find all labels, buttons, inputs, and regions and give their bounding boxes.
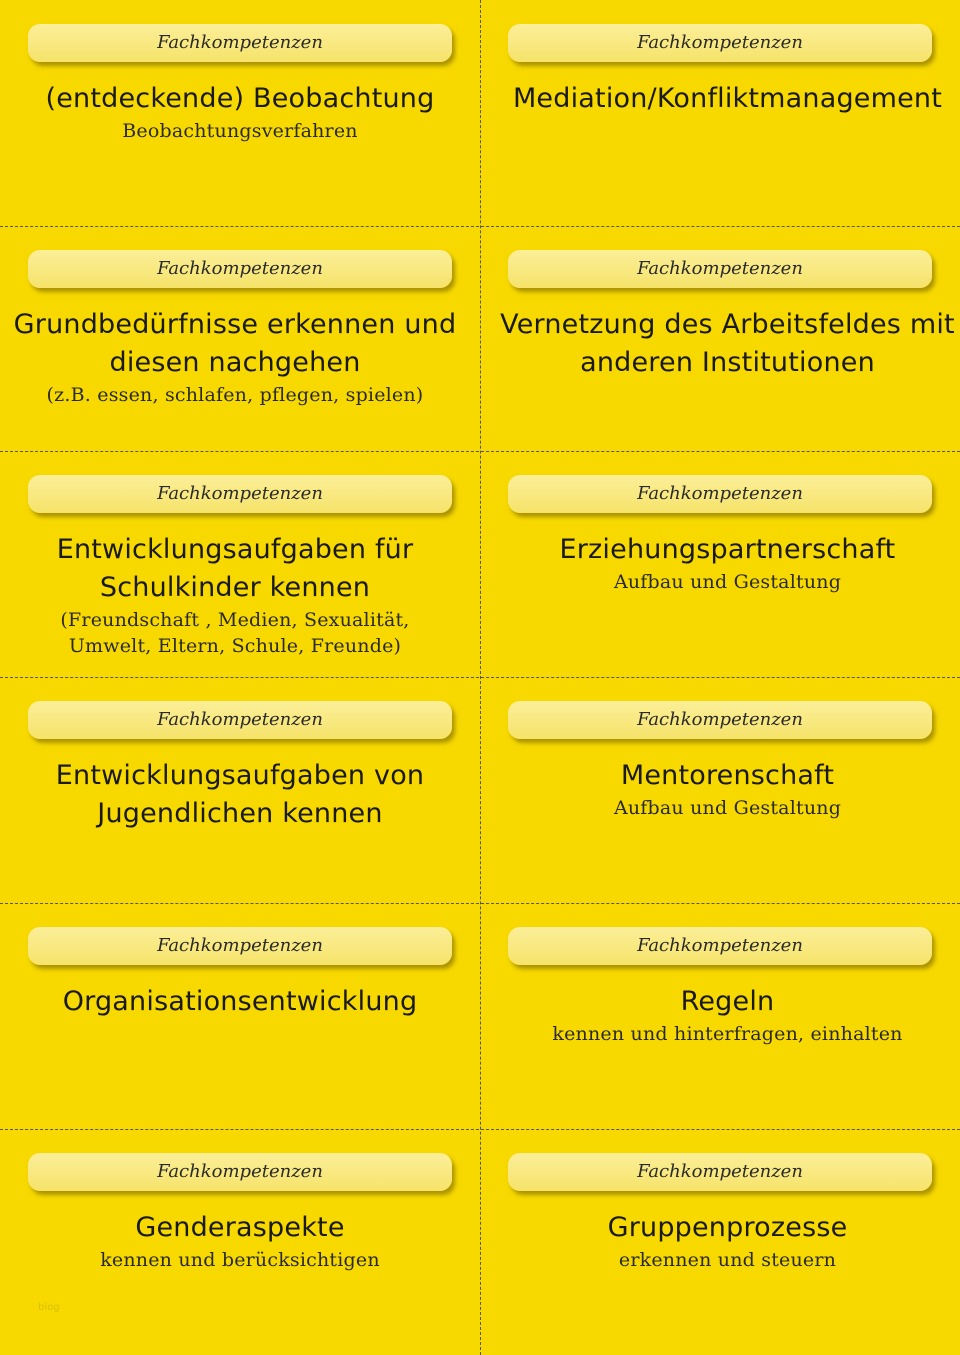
competence-card	[0, 0, 480, 226]
card-subtitle: Aufbau und Gestaltung	[613, 797, 842, 819]
competence-card	[480, 903, 960, 1129]
card-heading	[500, 1209, 955, 1273]
card-title: Erziehungspartnerschaft	[559, 534, 896, 565]
competence-card	[480, 0, 960, 226]
card-heading	[480, 80, 960, 118]
card-heading	[500, 306, 955, 382]
category-tag: Fachkompetenzen	[28, 927, 452, 965]
card-subtitle: (Freundschaft , Medien, Sexualität, Umwelt, Eltern, Schule, Freunde)	[60, 609, 410, 657]
competence-card	[0, 677, 480, 903]
card-heading	[500, 983, 955, 1047]
card-title: Mediation/Konfliktmanagement	[512, 83, 943, 114]
competence-card	[480, 1129, 960, 1355]
card-subtitle: kennen und berücksichtigen	[100, 1249, 380, 1271]
card-title: Regeln	[680, 986, 775, 1017]
card-heading	[35, 531, 435, 659]
watermark-text: blog	[38, 1302, 60, 1313]
card-title: Entwicklungsaufgaben von Jugendlichen kennen	[55, 760, 425, 829]
category-tag: Fachkompetenzen	[28, 701, 452, 739]
card-subtitle: Aufbau und Gestaltung	[613, 571, 842, 593]
card-title: Vernetzung des Arbeitsfeldes mit anderen Institutionen	[500, 309, 955, 378]
card-title: Mentorenschaft	[620, 760, 835, 791]
card-subtitle: erkennen und steuern	[618, 1249, 837, 1271]
competence-card	[480, 226, 960, 452]
card-heading	[10, 80, 470, 144]
category-tag: Fachkompetenzen	[508, 1153, 932, 1191]
card-title: Grundbedürfnisse erkennen und diesen nachgehen	[13, 309, 457, 378]
category-tag: Fachkompetenzen	[28, 24, 452, 62]
category-tag: Fachkompetenzen	[508, 927, 932, 965]
category-tag: Fachkompetenzen	[508, 250, 932, 288]
card-heading	[10, 1209, 470, 1273]
card-subtitle: kennen und hinterfragen, einhalten	[552, 1023, 903, 1045]
card-title: Genderaspekte	[135, 1212, 345, 1243]
card-heading	[10, 983, 470, 1021]
competence-card	[0, 903, 480, 1129]
competence-card	[0, 1129, 480, 1355]
card-heading	[500, 757, 955, 821]
competence-card	[480, 451, 960, 677]
category-tag: Fachkompetenzen	[28, 1153, 452, 1191]
category-tag: Fachkompetenzen	[508, 24, 932, 62]
card-title: (entdeckende) Beobachtung	[45, 83, 435, 114]
card-heading	[5, 306, 465, 408]
category-tag: Fachkompetenzen	[508, 701, 932, 739]
card-subtitle: Beobachtungsverfahren	[122, 120, 358, 142]
card-title: Organisationsentwicklung	[62, 986, 418, 1017]
category-tag: Fachkompetenzen	[508, 475, 932, 513]
card-heading	[500, 531, 955, 595]
competence-card	[0, 451, 480, 677]
card-heading	[30, 757, 450, 833]
competence-card	[0, 226, 480, 452]
category-tag: Fachkompetenzen	[28, 475, 452, 513]
card-title: Entwicklungsaufgaben für Schulkinder kennen	[56, 534, 414, 603]
card-subtitle: (z.B. essen, schlafen, pflegen, spielen)	[46, 384, 424, 406]
competence-card	[480, 677, 960, 903]
category-tag: Fachkompetenzen	[28, 250, 452, 288]
card-title: Gruppenprozesse	[607, 1212, 848, 1243]
